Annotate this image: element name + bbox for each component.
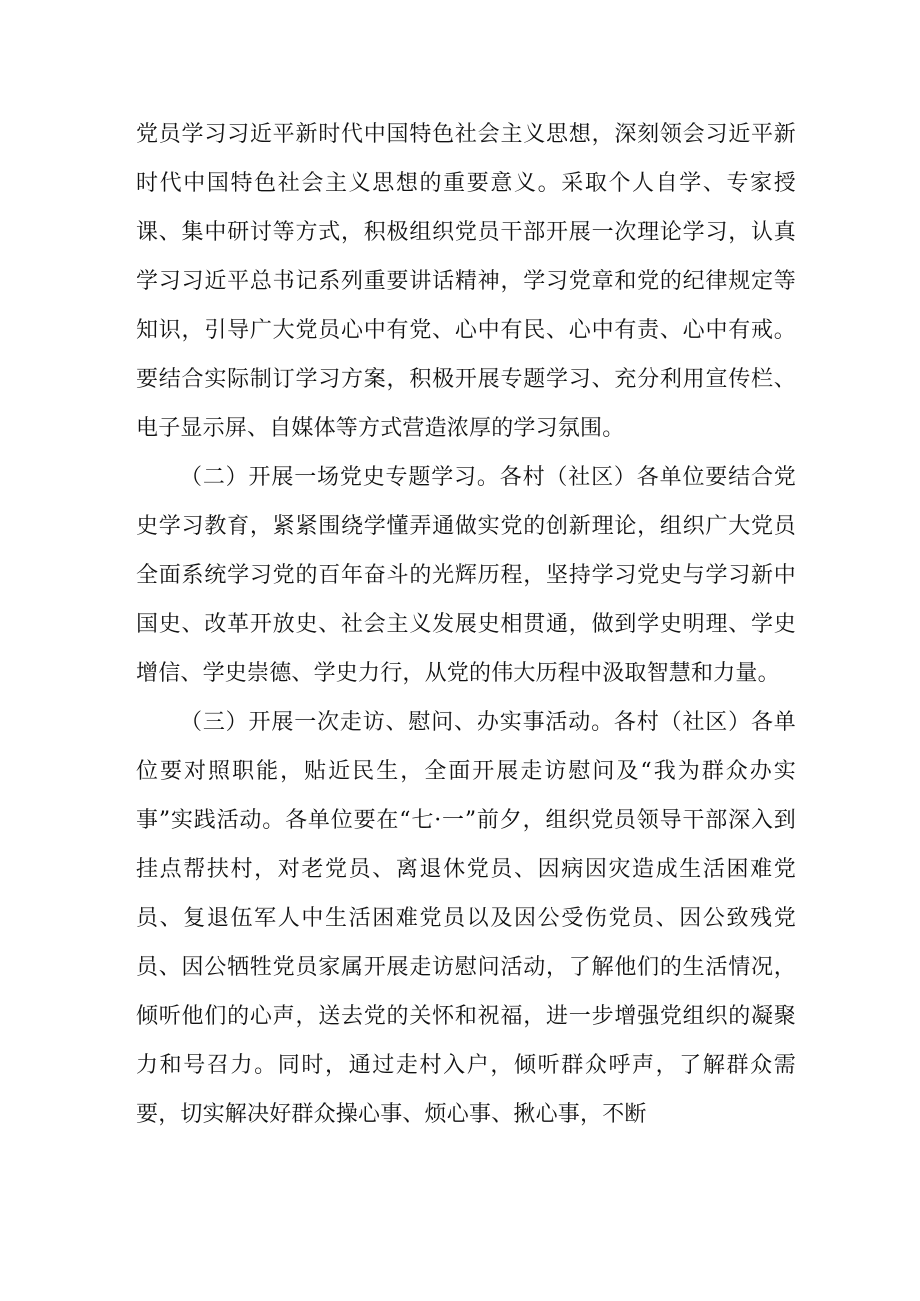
document-body <box>136 110 796 1139</box>
paragraph-3: （三）开展一次走访、慰问、办实事活动。各村（社区）各单位要对照职能，贴近民生，全面开展走访慰问及“我为群众办实事”实践活动。各单位要在“七·一”前夕，组织党员领导干部深入到挂点帮扶村，对老党员、离退休党员、因病因灾造成生活困难党员、复退伍军人中生活困难党员以及因公受伤党员、因公致残党员、因公牺牲党员家属开展走访慰问活动，了解他们的生活情况，倾听他们的心声，送去党的关怀和祝福，进一步增强党组织的凝聚力和号召力。同时，通过走村入户，倾听群众呼声，了解群众需要，切实解决好群众操心事、烦心事、揪心事，不断 <box>136 710 796 1127</box>
paragraph-1: 党员学习习近平新时代中国特色社会主义思想，深刻领会习近平新时代中国特色社会主义思想的重要意义。采取个人自学、专家授课、集中研讨等方式，积极组织党员干部开展一次理论学习，认真学习习近平总书记系列重要讲话精神，学习党章和党的纪律规定等知识，引导广大党员心中有党、心中有民、心中有责、心中有戒。要结合实际制订学习方案，积极开展专题学习、充分利用宣传栏、电子显示屏、自媒体等方式营造浓厚的学习氛围。 <box>136 122 796 441</box>
paragraph-2: （二）开展一场党史专题学习。各村（社区）各单位要结合党史学习教育，紧紧围绕学懂弄通做实党的创新理论，组织广大党员全面系统学习党的百年奋斗的光辉历程，坚持学习党史与学习新中国史、改革开放史、社会主义发展史相贯通，做到学史明理、学史增信、学史崇德、学史力行，从党的伟大历程中汲取智慧和力量。 <box>136 465 796 686</box>
